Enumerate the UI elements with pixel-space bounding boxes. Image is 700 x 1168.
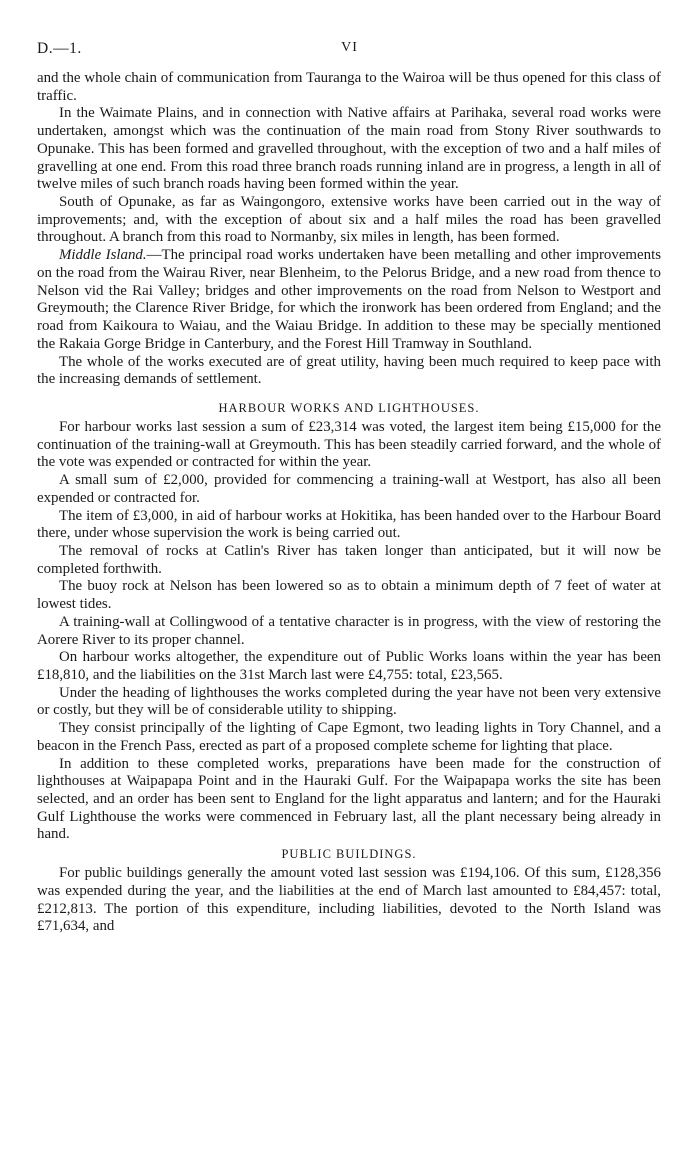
section-heading-harbour: HARBOUR WORKS AND LIGHTHOUSES. <box>218 400 480 415</box>
paragraph: A training-wall at Collingwood of a tentative character is in progress, with the view of restoring the Aorere River to its proper channel. <box>37 613 661 648</box>
paragraph: The buoy rock at Nelson has been lowered so as to obtain a minimum depth of 7 feet of water at lowest tides. <box>37 578 661 613</box>
page-number: VI <box>341 40 358 55</box>
paragraph: and the whole chain of communication from Tauranga to the Wairoa will be thus opened for this class of traffic. <box>37 70 661 104</box>
paragraph: The removal of rocks at Catlin's River has taken longer than anticipated, but it will now be completed forthwith. <box>37 542 661 577</box>
paragraph: They consist principally of the lighting of Cape Egmont, two leading lights in Tory Channel, and a beacon in the French Pass, erected as part of a proposed complete scheme for lighting that place. <box>37 720 661 754</box>
paragraph <box>37 247 661 353</box>
paragraph: Under the heading of lighthouses the works completed during the year have not been very extensive or costly, but they will be of considerable utility to shipping. <box>37 684 661 719</box>
paragraph: For harbour works last session a sum of £23,314 was voted, the largest item being £15,000 for the continuation of the training-wall at Greymouth. This has been steadily carried forward, and the whole of the vote was expended or contracted for within the year. <box>37 418 661 471</box>
section-heading-buildings: PUBLIC BUILDINGS. <box>281 847 417 862</box>
paragraph: South of Opunake, as far as Waingongoro, extensive works have been carried out in the way of improvements; and, with the exception of about six and a half miles the road has been gravelled throughout. A branch from this road to Normanby, six miles in length, has been formed. <box>37 194 661 246</box>
paragraph-text: —The principal road works undertaken have been metalling and other improvements on the road from the Wairau River, near Blenheim, to the Pelorus Bridge, and a new road from thence to Nelson vid the Rai Valley; bridges and other improvements on the road from Nelson to Westport and Greymouth; the Clarence River Bridge, for which the ironwork has been ordered from England; and the road from Kaikoura to Waiau, and the Waiau Bridge. In addition to these may be specially mentioned the Rakaia Gorge Bridge in Canterbury, and the Forest Hill Tramway in Southland. <box>37 247 661 352</box>
paragraph-lead: Middle Island. <box>59 247 147 264</box>
paragraph: In addition to these completed works, preparations have been made for the construction of lighthouses at Waipapapa Point and in the Hauraki Gulf. For the Waipapapa works the site has been selected, and an order has been sent to England for the light apparatus and lantern; and for the Hauraki Gulf Lighthouse the works were commenced in February last, all the plant necessary being already in hand. <box>37 755 661 843</box>
paragraph: For public buildings generally the amount voted last session was £194,106. Of this sum, £128,356 was expended during the year, and the liabilities at the end of March last amounted to £84,457: total, £212,813. The portion of this expenditure, including liabilities, devoted to the North Island was £71,634, and <box>37 865 661 935</box>
paragraph: The whole of the works executed are of great utility, having been much required to keep pace with the increasing demands of settlement. <box>37 353 661 388</box>
paragraph: On harbour works altogether, the expenditure out of Public Works loans within the year has been £18,810, and the liabilities on the 31st March last were £4,755: total, £23,565. <box>37 649 661 683</box>
page-header <box>37 40 662 60</box>
paragraph: A small sum of £2,000, provided for commencing a training-wall at Westport, has also all been expended or contracted for. <box>37 472 661 506</box>
paragraph: The item of £3,000, in aid of harbour works at Hokitika, has been handed over to the Harbour Board there, under whose supervision the work is being carried out. <box>37 507 661 542</box>
paragraph: In the Waimate Plains, and in connection with Native affairs at Parihaka, several road works were undertaken, amongst which was the continuation of the main road from Stony River southwards to Opunake. This has been formed and gravelled throughout, with the exception of two and a half miles of gravelling at one end. From this road three branch roads running inland are in progress, a length in all of twelve miles of such branch roads having been formed within the year. <box>37 105 661 193</box>
document-id: D.—1. <box>37 40 82 57</box>
page-body <box>37 70 661 936</box>
